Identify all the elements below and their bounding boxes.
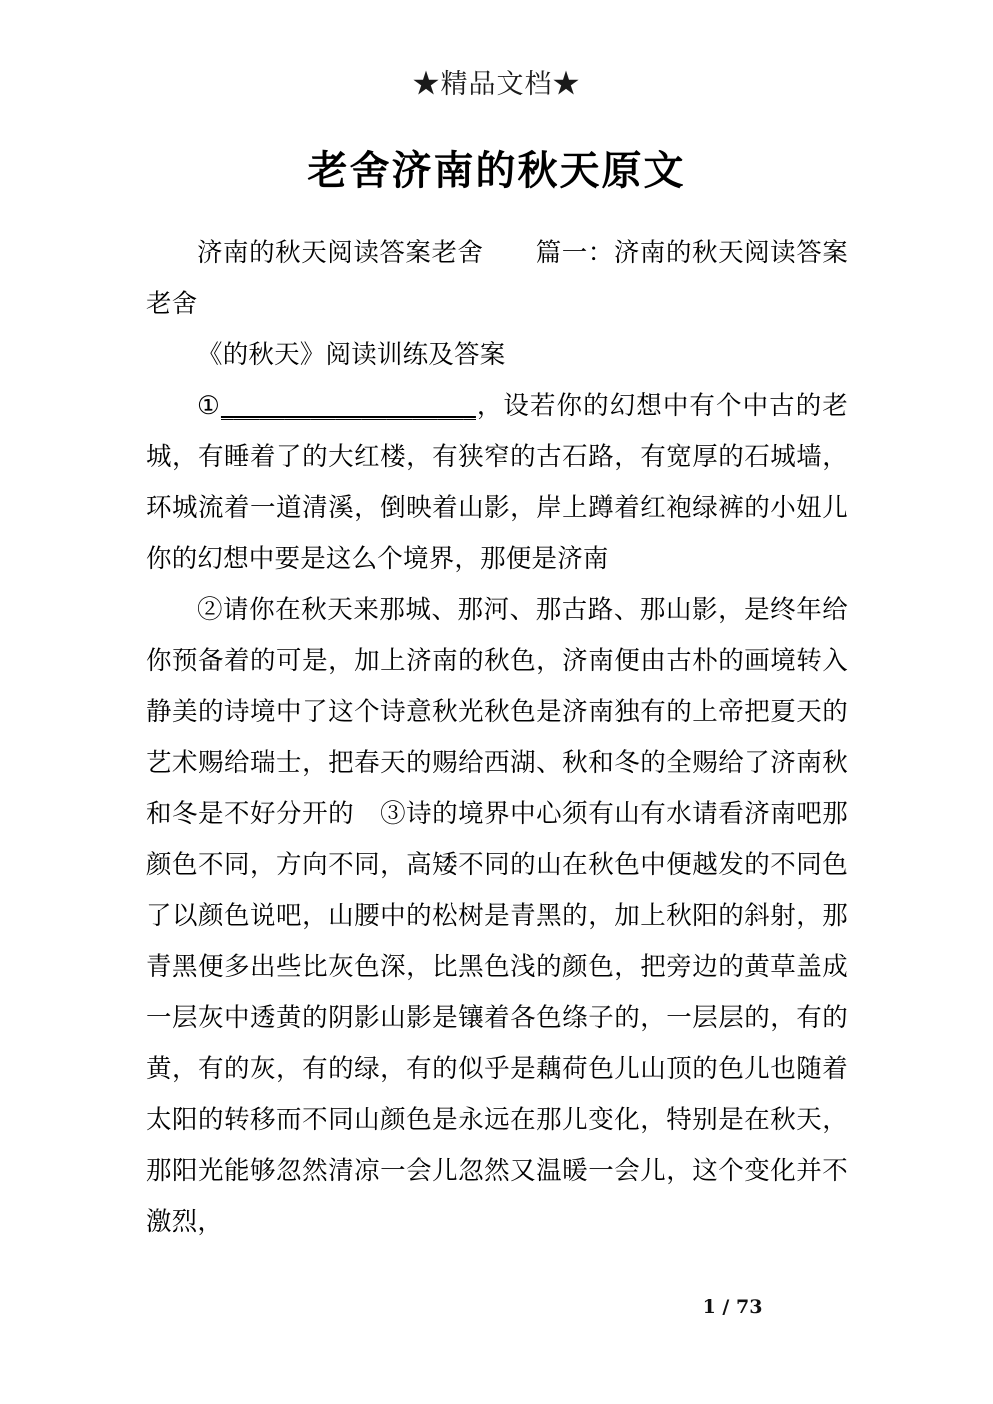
paragraph-2: ②请你在秋天来那城、那河、那古路、那山影，是终年给你预备着的可是，加上济南的秋色，济南便由古朴的画境转入静美的诗境中了这个诗意秋光秋色是济南独有的上帝把夏天的艺术赐给瑞士，把春天的赐给西湖、秋和冬的全赐给了济南秋和冬是不好分开的 ③诗的境界中心须有山有水请看济南吧那颜色不同，方向不同，高矮不同的山在秋色中便越发的不同色了以颜色说吧，山腰中的松树是青黑的，加上秋阳的斜射，那青黑便多出些比灰色深，比黑色浅的颜色，把旁边的黄草盖成一层灰中透黄的阴影山影是镶着各色绦子的，一层层的，有的黄，有的灰，有的绿，有的似乎是藕荷色儿山顶的色儿也随着太阳的转移而不同山颜色是永远在那儿变化，特别是在秋天，那阳光能够忽然清凉一会儿忽然又温暖一会儿，这个变化并不激烈， <box>146 595 848 1237</box>
page-title: 老舍济南的秋天原文 <box>307 146 686 194</box>
paragraph-subtitle: 《的秋天》阅读训练及答案 <box>197 340 506 370</box>
paragraph-1 <box>146 381 848 585</box>
paragraph-1-blank-fill: ____________________ <box>220 391 476 421</box>
document-body <box>146 228 848 1248</box>
page-number: 1 / 73 <box>702 1296 763 1318</box>
paragraph-source-line: 济南的秋天阅读答案老舍 篇一：济南的秋天阅读答案老舍 <box>146 238 848 319</box>
paragraph-1-text: ，设若你的幻想中有个中古的老城，有睡着了的大红楼，有狭窄的古石路，有宽厚的石城墙，环城流着一道清溪，倒映着山影，岸上蹲着红袍绿裤的小妞儿你的幻想中要是这么个境界，那便是济南 <box>146 391 848 574</box>
page-footer <box>0 1295 993 1319</box>
document-header-banner: ★精品文档★ <box>412 69 581 100</box>
paragraph-1-marker: ① <box>197 391 221 421</box>
